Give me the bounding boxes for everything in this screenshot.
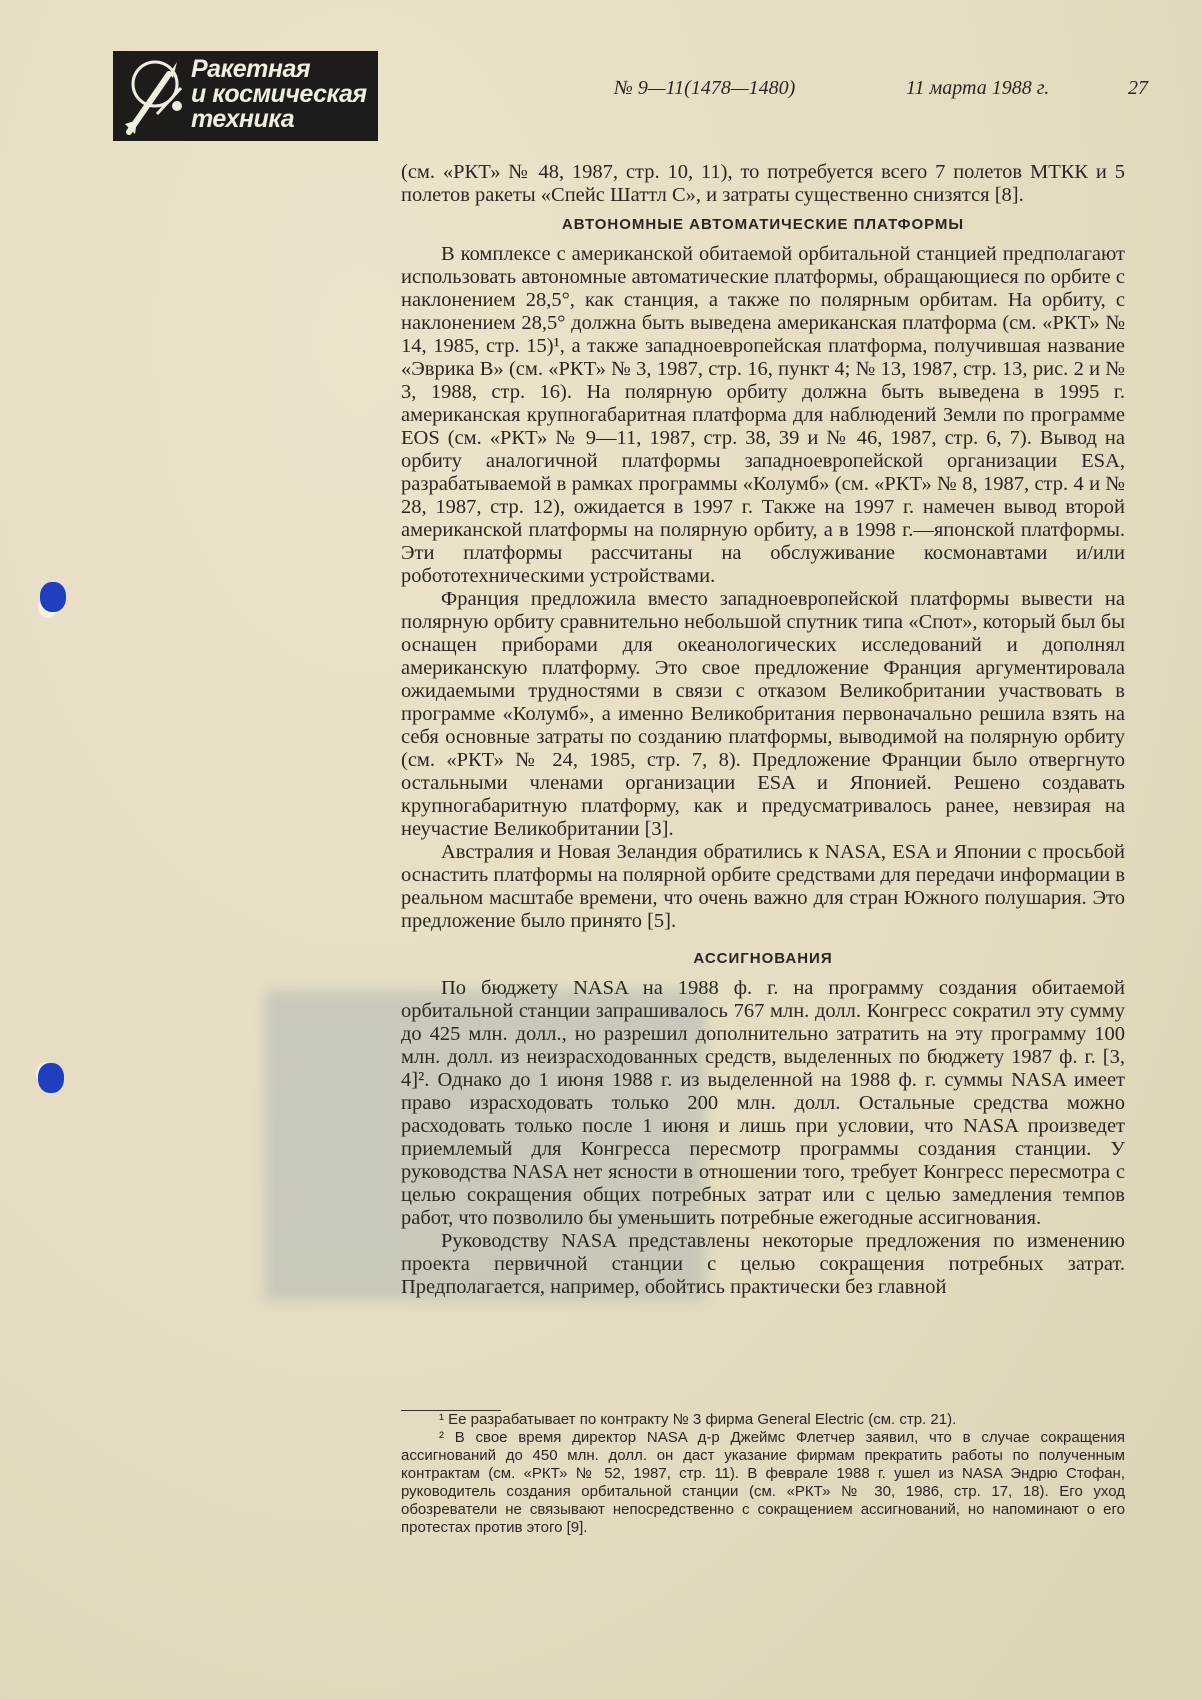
logo-line: Ракетная bbox=[191, 55, 311, 83]
issue-number: № 9—11(1478—1480) bbox=[614, 77, 796, 99]
section-heading: АВТОНОМНЫЕ АВТОМАТИЧЕСКИЕ ПЛАТФОРМЫ bbox=[561, 216, 965, 233]
issue-date: 11 марта 1988 г. bbox=[906, 77, 1050, 99]
paragraph: Руководству NASA представлены некоторые предложения по изменению проекта первичной станции с целью сокращения потребных затрат. Предполагается, например, обойтись практически без главной bbox=[401, 1230, 1125, 1298]
page-number: 27 bbox=[1128, 77, 1148, 99]
paragraph: Австралия и Новая Зеландия обратились к NASA, ESA и Японии с просьбой оснастить платформы на полярной орбите средствами для передачи информации в реальном масштабе времени, что очень важно для стран Южного полушария. Это предложение было принято [5]. bbox=[401, 841, 1125, 932]
ink-spot bbox=[40, 582, 66, 612]
intro-paragraph: (см. «РКТ» № 48, 1987, стр. 10, 11), то потребуется всего 7 полетов МТКК и 5 полетов ракеты «Спейс Шаттл С», и затраты существенно снизятся [8]. bbox=[401, 161, 1125, 206]
section-heading: АССИГНОВАНИЯ bbox=[693, 950, 833, 967]
footnote: ² В свое время директор NASA д-р Джеймс Флетчер заявил, что в случае сокращения ассигнований до 450 млн. долл. он даст указание фирмам прекратить работы по полученным контрактам (см. «РКТ» № 52, 1987, стр. 11). В феврале 1988 г. ушел из NASA Эндрю Стофан, руководитель создания орбитальной станции (см. «РКТ» № 30, 1986, стр. 17, 18). Его уход обозреватели не связывают непосредственно с сокращением ассигнований, но напоминают о его протестах против этого [9]. bbox=[401, 1429, 1125, 1536]
footnote: ¹ Ее разрабатывает по контракту № 3 фирма General Electric (см. стр. 21). bbox=[439, 1411, 957, 1428]
logo-title bbox=[191, 57, 376, 132]
logo-line: и космическая bbox=[191, 80, 367, 108]
paragraph: Франция предложила вместо западноевропейской платформы вывести на полярную орбиту сравнительно небольшой спутник типа «Спот», который был бы оснащен приборами для океанологических исследований и дополнял американскую платформу. Это свое предложение Франция аргументировала ожидаемыми трудностями в связи с отказом Великобритании участвовать в программе «Колумб», а именно Великобритания первоначально решила взять на себя основные затраты по созданию платформы, выводимой на полярную орбиту (см. «РКТ» № 24, 1985, стр. 7, 8). Предложение Франции было отвергнуто остальными членами организации ESA и Японией. Решено создавать крупногабаритную платформу, как и предусматривалось ранее, невзирая на неучастие Великобритании [3]. bbox=[401, 588, 1125, 840]
paragraph: В комплексе с американской обитаемой орбитальной станцией предполагают использовать автономные автоматические платформы, обращающиеся по орбите с наклонением 28,5°, как станция, а также по полярным орбитам. На орбиту, с наклонением 28,5° должна быть выведена американская платформа (см. «РКТ» № 14, 1985, стр. 15)¹, а также западноевропейская платформа, получившая название «Эврика В» (см. «РКТ» № 3, 1987, стр. 16, пункт 4; № 13, 1987, стр. 13, рис. 2 и № 3, 1988, стр. 16). На полярную орбиту должна быть выведена в 1995 г. американская крупногабаритная платформа для наблюдений Земли по программе EOS (см. «РКТ» № 9—11, 1987, стр. 38, 39 и № 46, 1987, стр. 6, 7). Вывод на орбиту аналогичной платформы западноевропейской организации ESA, разрабатываемой в рамках программы «Колумб» (см. «РКТ» № 8, 1987, стр. 4 и № 28, 1987, стр. 12), ожидается в 1997 г. Также на 1997 г. намечен вывод второй американской платформы на полярную орбиту, а в 1998 г.—японской платформы. Эти платформы рассчитаны на обслуживание космонавтами и/или робототехническими устройствами. bbox=[401, 243, 1125, 587]
logo-line: техника bbox=[191, 105, 295, 133]
rocket-emblem-icon bbox=[117, 54, 195, 138]
paragraph: По бюджету NASA на 1988 ф. г. на программу создания обитаемой орбитальной станции запрашивалось 767 млн. долл. Конгресс сократил эту сумму до 425 млн. долл., но разрешил дополнительно затратить на эту программу 100 млн. долл. из неизрасходованных средств, выделенных по бюджету 1987 ф. г. [3, 4]². Однако до 1 июня 1988 г. из выделенной на 1988 ф. г. суммы NASA имеет право израсходовать только 200 млн. долл. Остальные средства можно расходовать только после 1 июня и лишь при условии, что NASA произведет приемлемый для Конгресса пересмотр программы создания станции. У руководства NASA нет ясности в отношении того, требует Конгресс пересмотра с целью сокращения общих потребных затрат или с целью замедления темпов работ, что позволило бы уменьшить потребные ежегодные ассигнования. bbox=[401, 977, 1125, 1229]
journal-logo bbox=[113, 51, 378, 141]
article-body bbox=[401, 161, 1125, 1299]
ink-spot bbox=[38, 1063, 64, 1093]
footnotes bbox=[401, 1411, 1125, 1537]
